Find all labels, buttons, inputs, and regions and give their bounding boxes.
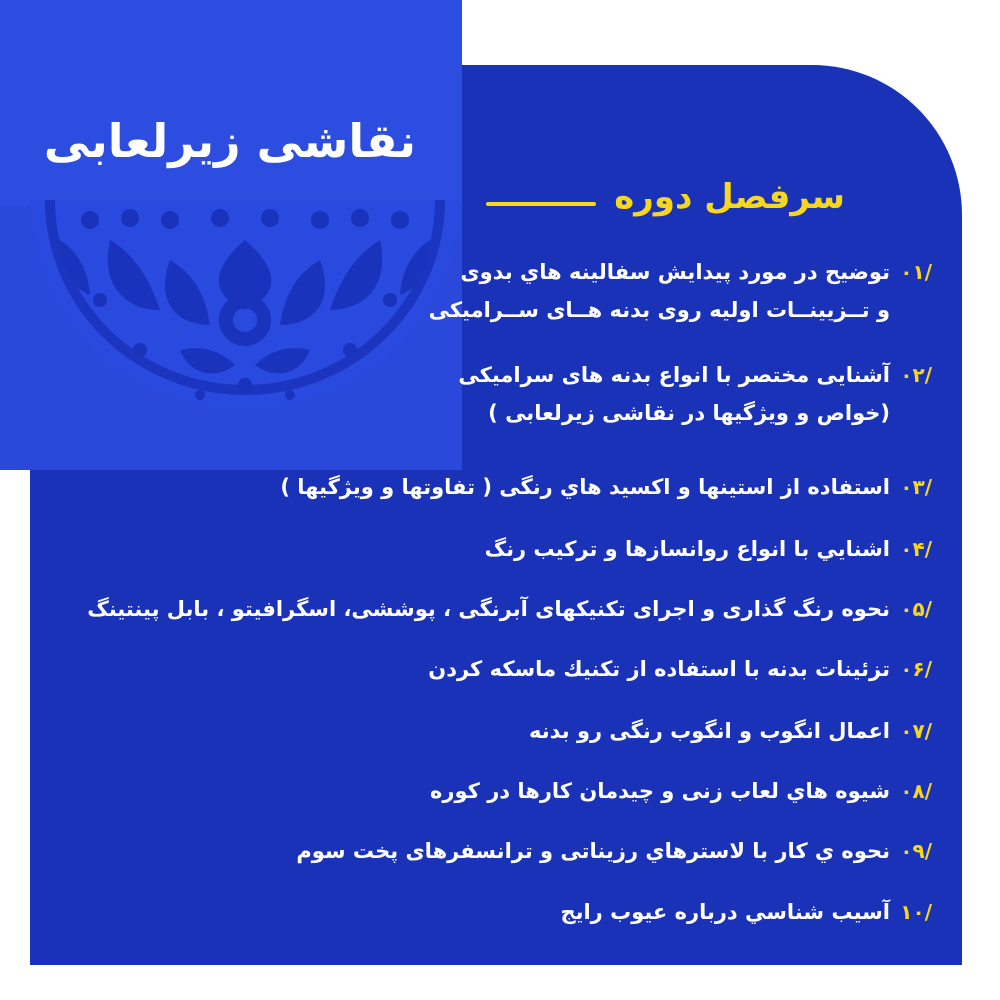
title-panel xyxy=(0,0,462,470)
item-text: تزئینات بدنه با استفاده از تکنیك ماسکه کردن xyxy=(428,657,890,681)
item-number: ۰۳/ xyxy=(900,475,932,499)
item-number: ۰۱/ xyxy=(900,260,932,284)
item-text: توضیح در مورد پیدایش سفالینه هاي بدوی xyxy=(460,260,890,284)
item-text: آشنایی مختصر با انواع بدنه های سرامیکی xyxy=(458,363,890,387)
item-text: (خواص و ویژگیها در نقاشی زیرلعابی ) xyxy=(488,401,890,425)
item-text: آسیب شناسي درباره عیوب رايج xyxy=(560,900,890,924)
item-number: ۰۸/ xyxy=(900,779,932,803)
heading-underline xyxy=(486,202,596,206)
item-text: اشنايي با انواع روانسازها و ترکیب رنگ xyxy=(484,537,890,561)
list-item xyxy=(296,832,932,870)
item-number: ۰۴/ xyxy=(900,537,932,561)
list-item xyxy=(560,893,932,931)
course-title: نقاشی زیرلعابی xyxy=(43,114,417,168)
list-item xyxy=(430,772,932,810)
list-item xyxy=(458,356,932,432)
item-number: ۱۰/ xyxy=(900,900,932,924)
item-text: نحوه رنگ گذاری و اجرای تکنیکهای آبرنگی ، پوششی، اسگرافیتو ، بابل پینتینگ xyxy=(87,597,890,621)
item-text: نحوه ي کار با لاسترهاي رزیناتی و ترانسفرهای پخت سوم xyxy=(296,839,890,863)
list-item xyxy=(529,712,932,750)
item-text: شیوه هاي لعاب زنی و چیدمان کارها در کوره xyxy=(430,779,890,803)
list-item xyxy=(485,530,932,568)
list-item xyxy=(428,650,932,688)
item-text: استفاده از استینها و اکسید هاي رنگی ( تفاوتها و ویژگیها ) xyxy=(280,475,890,499)
mandala-ornament-icon xyxy=(30,200,460,410)
item-text: و تــزیینــات اولیه روی بدنه هــای ســرامیکی xyxy=(428,298,890,322)
list-item xyxy=(87,590,932,628)
section-heading: سرفصل دوره xyxy=(614,177,845,217)
item-number: ۰۵/ xyxy=(900,597,932,621)
item-number: ۰۶/ xyxy=(900,657,932,681)
item-number: ۰۲/ xyxy=(900,363,932,387)
item-text: اعمال انگوب و انگوب رنگی رو بدنه xyxy=(529,719,890,743)
list-item xyxy=(429,253,932,329)
item-number: ۰۷/ xyxy=(900,719,932,743)
list-item xyxy=(280,468,932,506)
item-number: ۰۹/ xyxy=(900,839,932,863)
